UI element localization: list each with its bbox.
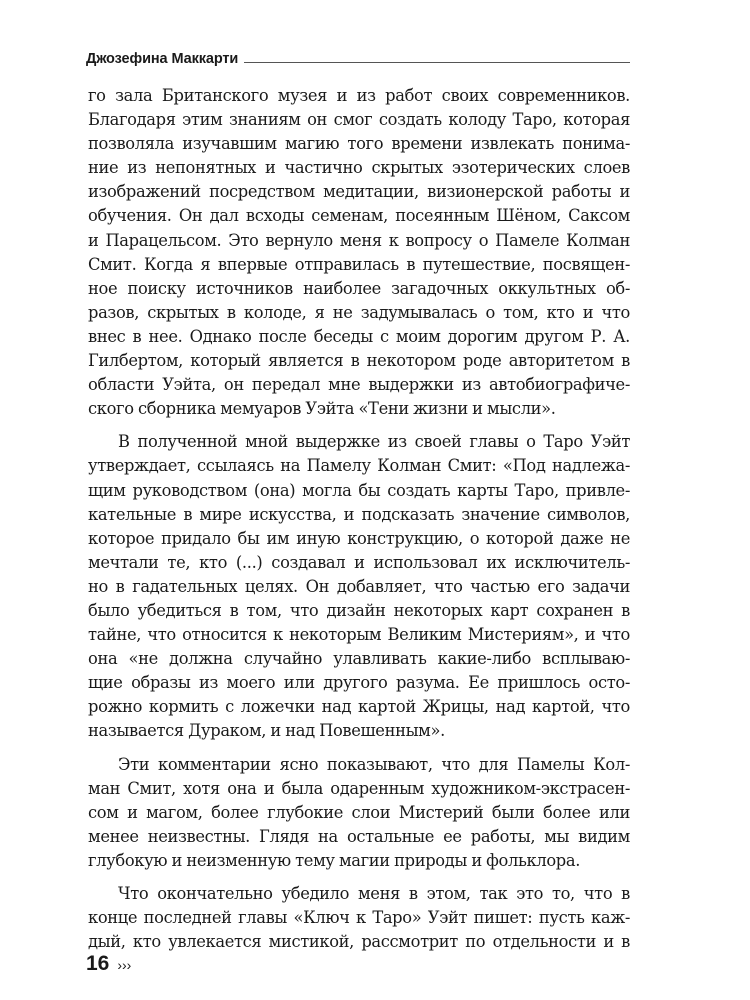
text-line: и Парацельсом. Это вернуло меня к вопросу о Памеле Колман (88, 230, 630, 250)
text-line: разов, скрытых в колоде, я не задумывалась о том, кто и что (88, 302, 630, 322)
page-footer (86, 951, 131, 977)
text-line: ского сборника мемуаров Уэйта «Тени жизни и мысли». (88, 399, 556, 419)
text-line: тайне, что относится к некоторым Великим Мистериям», и что (88, 625, 630, 645)
text-line: рожно кормить с ложечки над картой Жрицы, над картой, что (88, 697, 630, 717)
text-line: изображений посредством медитации, визионерской работы и (88, 182, 630, 202)
paragraph (88, 84, 630, 421)
text-line: области Уэйта, он передал мне выдержки из автобиографиче- (88, 375, 630, 395)
page-number: 16 (86, 952, 110, 975)
text-line: Смит. Когда я впервые отправилась в путешествие, посвящен- (88, 254, 630, 274)
text-line: утверждает, ссылаясь на Памелу Колман Смит: «Под надлежа- (88, 456, 630, 476)
text-line: внес в нее. Однако после беседы с моим дорогим другом Р. А. (88, 326, 630, 346)
text-line: обучения. Он дал всходы семенам, посеянным Шёном, Саксом (88, 206, 630, 226)
text-line: ман Смит, хотя она и была одаренным художником-экстрасен- (88, 778, 630, 798)
running-header-author: Джозефина Маккарти (86, 49, 244, 69)
text-line: ние из непонятных и частично скрытых эзотерических слоев (88, 158, 630, 178)
text-line: ное поиску источников наиболее загадочных оккультных об- (88, 278, 630, 298)
paragraph (88, 882, 630, 954)
text-line: было убедиться в том, что дизайн некоторых карт сохранен в (88, 600, 630, 620)
text-line: позволяла изучавшим магию того времени извлекать понима- (88, 134, 630, 154)
text-line: называется Дураком, и над Повешенным». (88, 721, 445, 741)
text-line: го зала Британского музея и из работ своих современников. (88, 86, 630, 105)
text-line: но в гадательных целях. Он добавляет, что частью его задачи (88, 576, 630, 596)
text-line: Что окончательно убедило меня в этом, так это то, что в (118, 884, 630, 903)
text-line: глубокую и неизменную тему магии природы и фольклора. (88, 850, 581, 870)
text-line: мечтали те, кто (...) создавал и использовал их исключитель- (88, 552, 630, 572)
text-line: Эти комментарии ясно показывают, что для Памелы Кол- (118, 754, 630, 774)
paragraph (88, 753, 630, 873)
text-line: она «не должна случайно улавливать какие-либо всплываю- (88, 649, 630, 669)
text-line: менее неизвестны. Глядя на остальные ее работы, мы видим (88, 826, 630, 846)
page-mark: ››› (117, 957, 132, 973)
body-text (88, 84, 630, 963)
paragraph (88, 430, 630, 743)
text-line: кательные в мире искусства, и подсказать значение символов, (88, 504, 630, 524)
text-line: которое придало бы им иную конструкцию, о которой даже не (88, 528, 630, 548)
text-line: В полученной мной выдержке из своей главы о Таро Уэйт (118, 432, 630, 452)
text-line: Благодаря этим знаниям он смог создать колоду Таро, которая (88, 110, 630, 130)
text-line: Гилбертом, который является в некотором роде авторитетом в (88, 351, 630, 371)
text-line: щим руководством (она) могла бы создать карты Таро, привле- (88, 480, 630, 500)
text-line: щие образы из моего или другого разума. Ее пришлось осто- (88, 673, 630, 693)
running-header (86, 49, 630, 69)
text-line: сом и магом, более глубокие слои Мистерий были более или (88, 802, 630, 822)
text-line: конце последней главы «Ключ к Таро» Уэйт пишет: пусть каж- (88, 908, 630, 928)
text-line: дый, кто увлекается мистикой, рассмотрит по отдельности и в (88, 932, 630, 952)
